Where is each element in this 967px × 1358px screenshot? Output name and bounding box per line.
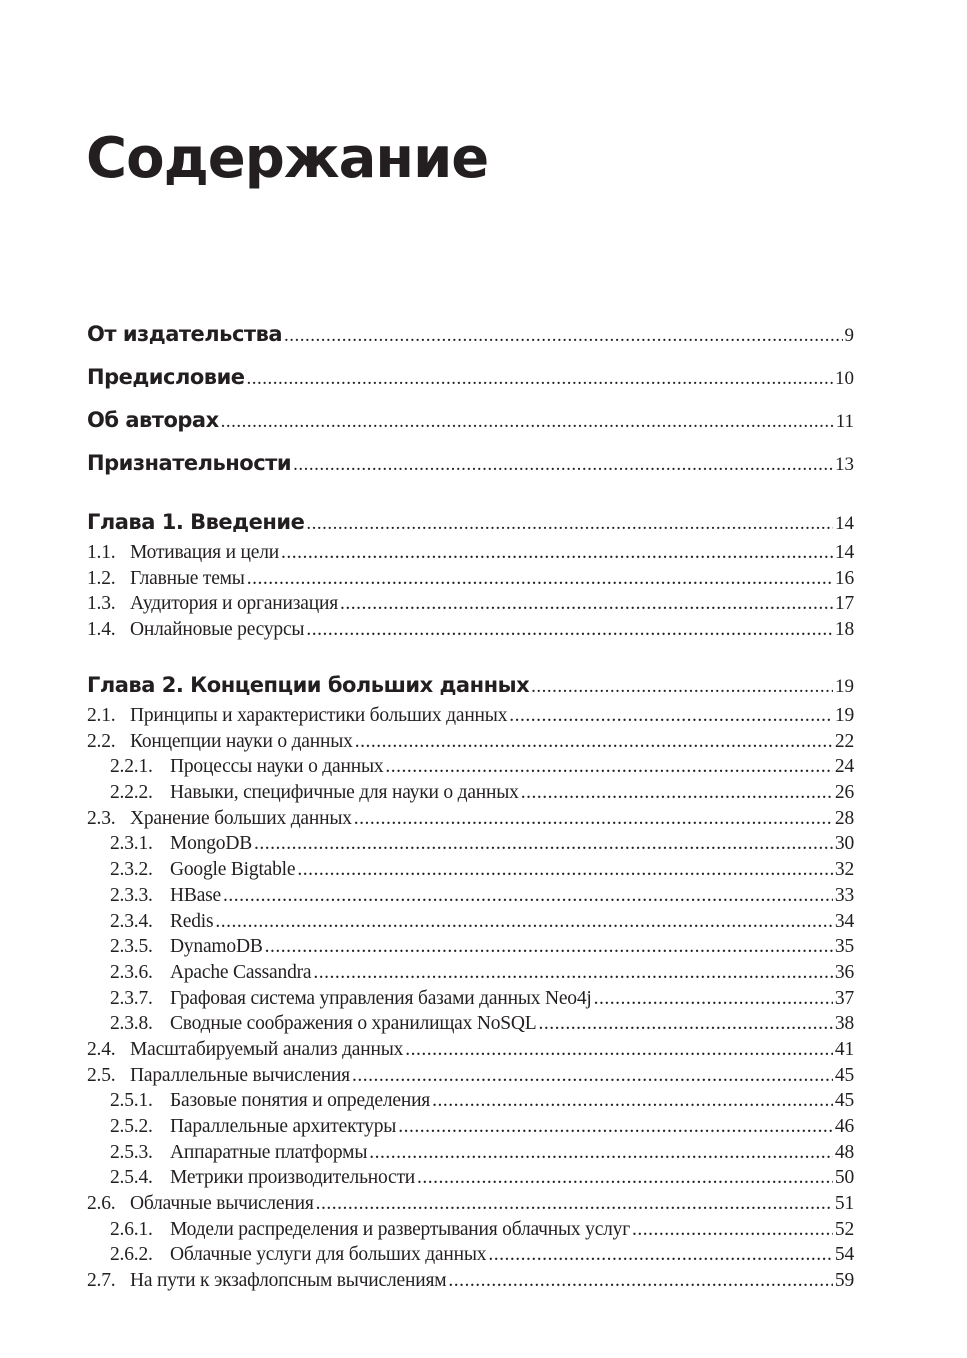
entry-title: Параллельные архитектуры: [170, 1116, 397, 1137]
dot-leader: [432, 1090, 833, 1112]
entry-title: Google Bigtable: [170, 859, 296, 881]
dot-leader: [293, 454, 833, 476]
dot-leader: [521, 782, 833, 804]
page-number: 9: [844, 325, 854, 346]
dot-leader: [221, 411, 834, 433]
page-number: 50: [834, 1167, 854, 1189]
dot-leader: [316, 1193, 833, 1215]
page-number: 14: [835, 513, 854, 534]
entry-number: 2.3.1.: [110, 833, 153, 855]
page-number: 24: [834, 756, 854, 778]
dot-leader: [448, 1270, 833, 1292]
dot-leader: [531, 676, 833, 698]
entry-number: 1.1.: [87, 542, 116, 563]
page-number: 45: [834, 1090, 854, 1112]
dot-leader: [215, 911, 832, 933]
page-number: 59: [834, 1270, 854, 1292]
entry-number: 2.4.: [87, 1038, 116, 1060]
dot-leader: [385, 756, 832, 778]
page-number: 46: [834, 1116, 854, 1137]
entry-number: 1.2.: [87, 567, 116, 589]
entry-title: Главные темы: [130, 567, 245, 589]
entry-number: 2.3.3.: [110, 884, 153, 906]
page-number: 41: [834, 1038, 854, 1060]
dot-leader: [354, 808, 833, 830]
dot-leader: [539, 1013, 833, 1035]
page-number: 45: [834, 1064, 854, 1086]
toc-entry[interactable]: [87, 1219, 854, 1245]
entry-title: Процессы науки о данных: [170, 756, 384, 778]
page-number: 33: [834, 884, 854, 906]
dot-leader: [398, 1116, 833, 1138]
entry-number: 2.5.: [87, 1064, 116, 1086]
entry-title: Признательности: [87, 451, 292, 475]
page-number: 52: [834, 1218, 854, 1240]
entry-title: Аппаратные платформы: [170, 1141, 368, 1163]
entry-title: HBase: [170, 884, 221, 906]
page-number: 18: [834, 619, 854, 641]
entry-number: 2.5.1.: [110, 1090, 153, 1112]
page-number: 19: [835, 676, 854, 697]
page-number: 48: [834, 1141, 854, 1163]
entry-number: 2.6.1.: [110, 1218, 153, 1240]
dot-leader: [247, 368, 833, 390]
page-number: 17: [834, 593, 854, 615]
toc-entry[interactable]: [87, 962, 854, 988]
toc-entry[interactable]: [87, 451, 854, 494]
toc-entry[interactable]: [87, 1270, 854, 1296]
page-number: 51: [834, 1193, 854, 1215]
entry-title: Модели распределения и развертывания облачных услуг: [170, 1218, 631, 1240]
page-number: 37: [834, 987, 854, 1009]
entry-number: 2.3.2.: [110, 859, 153, 881]
page-number: 16: [834, 567, 854, 589]
entry-number: 2.2.: [87, 730, 116, 752]
page-number: 11: [835, 411, 854, 432]
entry-number: 1.4.: [87, 619, 116, 641]
toc-entry[interactable]: [87, 1193, 854, 1219]
entry-number: 2.1.: [87, 705, 116, 726]
toc-entry[interactable]: [87, 542, 854, 568]
dot-leader: [509, 705, 833, 727]
page-number: 19: [834, 705, 854, 726]
dot-leader: [281, 542, 833, 564]
entry-number: 2.7.: [87, 1270, 116, 1292]
entry-title: Метрики производительности: [170, 1167, 416, 1189]
entry-title: Redis: [170, 910, 214, 932]
page-number: 28: [834, 807, 854, 829]
toc-entry[interactable]: [87, 885, 854, 911]
entry-title: Предисловие: [87, 365, 245, 389]
entry-title: Мотивация и цели: [130, 542, 279, 563]
entry-title: Хранение больших данных: [130, 807, 352, 829]
dot-leader: [223, 885, 833, 907]
entry-title: Об авторах: [87, 408, 219, 432]
entry-number: 2.3.8.: [110, 1013, 153, 1035]
dot-leader: [340, 593, 833, 615]
entry-title: Базовые понятия и определения: [170, 1090, 431, 1112]
entry-number: 2.3.: [87, 807, 116, 829]
entry-title: DynamoDB: [170, 936, 263, 958]
toc-entry[interactable]: [87, 593, 854, 619]
toc-entry[interactable]: [87, 1142, 854, 1168]
dot-leader: [352, 1065, 833, 1087]
toc-entry[interactable]: [87, 1039, 854, 1065]
entry-title: От издательства: [87, 322, 283, 346]
toc-entry[interactable]: [87, 408, 854, 451]
entry-number: 2.2.2.: [110, 782, 153, 804]
dot-leader: [284, 325, 842, 347]
toc-entry[interactable]: [87, 1116, 854, 1142]
toc-entry[interactable]: [87, 911, 854, 937]
page-number: 10: [835, 368, 854, 389]
dot-leader: [247, 568, 833, 590]
dot-leader: [417, 1167, 833, 1189]
dot-leader: [297, 859, 833, 881]
toc-entry[interactable]: [87, 808, 854, 834]
entry-title: Глава 2. Концепции больших данных: [87, 673, 530, 697]
entry-title: Концепции науки о данных: [130, 730, 353, 752]
page-number: 35: [834, 936, 854, 958]
entry-title: Облачные услуги для больших данных: [170, 1244, 487, 1266]
page-number: 54: [834, 1244, 854, 1266]
chapter-1-section: [87, 510, 854, 645]
toc-entry[interactable]: [87, 833, 854, 859]
entry-title: Параллельные вычисления: [130, 1064, 350, 1086]
chapter-2-section: [87, 673, 854, 1296]
page-number: 36: [834, 961, 854, 983]
entry-number: 2.6.2.: [110, 1244, 153, 1266]
toc-entry[interactable]: [87, 673, 854, 705]
toc-entry[interactable]: [87, 1244, 854, 1270]
page-number: 38: [834, 1013, 854, 1035]
page-number: 13: [835, 454, 854, 475]
page-number: 22: [834, 730, 854, 752]
dot-leader: [488, 1244, 833, 1266]
entry-title: MongoDB: [170, 833, 253, 855]
entry-title: Онлайновые ресурсы: [130, 619, 305, 641]
dot-leader: [632, 1219, 833, 1241]
dot-leader: [405, 1039, 833, 1061]
page-number: 14: [834, 542, 854, 563]
entry-title: Аудитория и организация: [130, 593, 338, 615]
entry-title: Сводные соображения о хранилищах NoSQL: [170, 1013, 537, 1035]
dot-leader: [369, 1142, 833, 1164]
entry-number: 2.3.6.: [110, 961, 153, 983]
toc-entry[interactable]: [87, 322, 854, 365]
toc-entry[interactable]: [87, 756, 854, 782]
entry-title: Навыки, специфичные для науки о данных: [170, 782, 519, 804]
entry-title: Масштабируемый анализ данных: [130, 1038, 404, 1060]
entry-number: 2.5.2.: [110, 1116, 153, 1137]
dot-leader: [313, 962, 833, 984]
dot-leader: [594, 988, 833, 1010]
toc-entry[interactable]: [87, 782, 854, 808]
toc-entry[interactable]: [87, 510, 854, 542]
dot-leader: [355, 731, 833, 753]
dot-leader: [306, 619, 833, 641]
entry-number: 2.5.3.: [110, 1141, 153, 1163]
toc-entry[interactable]: [87, 1013, 854, 1039]
entry-title: На пути к экзафлопсным вычислениям: [130, 1270, 447, 1292]
entry-number: 2.3.7.: [110, 987, 153, 1009]
dot-leader: [254, 833, 833, 855]
page-number: 32: [834, 859, 854, 881]
page-number: 34: [834, 910, 854, 932]
toc-entry[interactable]: [87, 1167, 854, 1193]
entry-number: 2.3.5.: [110, 936, 153, 958]
toc-entry[interactable]: [87, 568, 854, 594]
page-number: 26: [834, 782, 854, 804]
entry-number: 2.5.4.: [110, 1167, 153, 1189]
entry-number: 2.6.: [87, 1193, 116, 1215]
entry-title: Облачные вычисления: [130, 1193, 314, 1215]
page-number: 30: [834, 833, 854, 855]
toc-entry[interactable]: [87, 1090, 854, 1116]
entry-title: Глава 1. Введение: [87, 510, 305, 534]
entry-title: Принципы и характеристики больших данных: [130, 705, 508, 726]
dot-leader: [265, 936, 833, 958]
dot-leader: [306, 513, 833, 535]
toc-entry[interactable]: [87, 936, 854, 962]
front-matter-list: [87, 322, 854, 494]
toc-entry[interactable]: [87, 1065, 854, 1091]
toc-entry[interactable]: [87, 705, 854, 731]
toc-entry[interactable]: [87, 619, 854, 645]
entry-number: 2.3.4.: [110, 910, 153, 932]
entry-number: 1.3.: [87, 593, 116, 615]
toc-entry[interactable]: [87, 859, 854, 885]
toc-entry[interactable]: [87, 988, 854, 1014]
entry-title: Apache Cassandra: [170, 961, 312, 983]
toc-entry[interactable]: [87, 365, 854, 408]
toc-entry[interactable]: [87, 731, 854, 757]
page-title: Содержание: [86, 126, 489, 191]
entry-number: 2.2.1.: [110, 756, 153, 778]
entry-title: Графовая система управления базами данных Neo4j: [170, 987, 592, 1009]
